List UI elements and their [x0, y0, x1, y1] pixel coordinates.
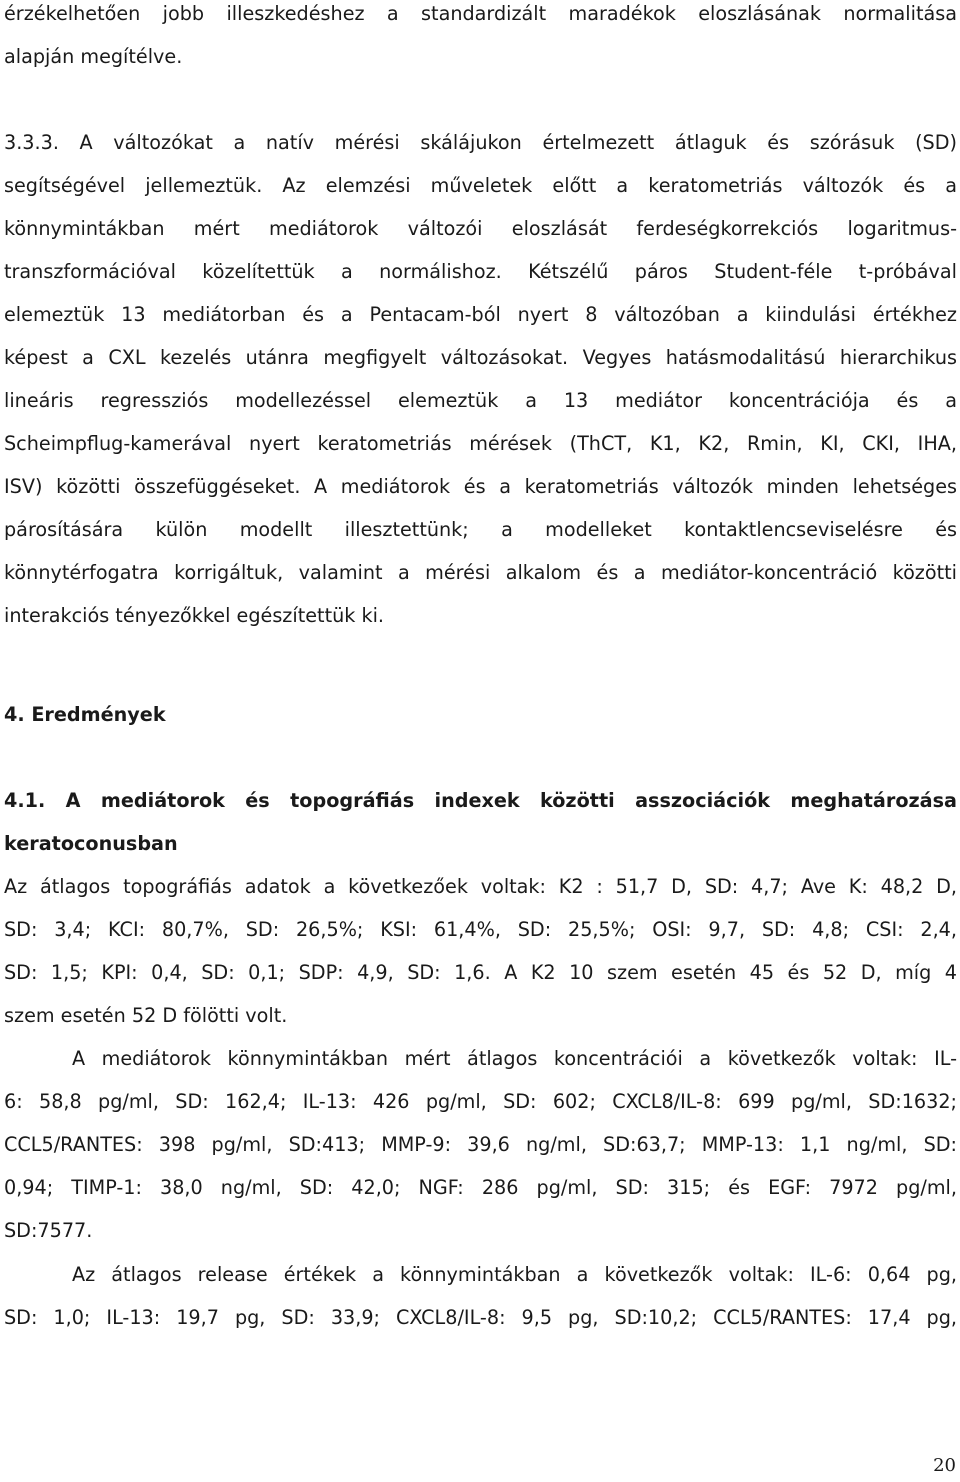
- text-line: SD: 1,0; IL-13: 19,7 pg, SD: 33,9; CXCL8/IL-8: 9,5 pg, SD:10,2; CCL5/RANTES: 17,4 pg,: [4, 1306, 957, 1329]
- text-line: 0,94; TIMP-1: 38,0 ng/ml, SD: 42,0; NGF: 286 pg/ml, SD: 315; és EGF: 7972 pg/ml,: [4, 1176, 957, 1199]
- text-line: SD: 3,4; KCI: 80,7%, SD: 26,5%; KSI: 61,4%, SD: 25,5%; OSI: 9,7, SD: 4,8; CSI: 2,4,: [4, 918, 957, 941]
- text-line: Az átlagos topográfiás adatok a következőek voltak: K2 : 51,7 D, SD: 4,7; Ave K: 48,2 D,: [4, 875, 957, 898]
- page-number: 20: [933, 1455, 956, 1476]
- text-line: érzékelhetően jobb illeszkedéshez a standardizált maradékok eloszlásának normalitása: [4, 2, 957, 25]
- text-line: segítségével jellemeztük. Az elemzési műveletek előtt a keratometriás változók és a: [4, 174, 957, 197]
- text-line: párosítására külön modellt illesztettünk; a modelleket kontaktlencseviselésre és: [4, 518, 957, 541]
- text-line: könnymintákban mért mediátorok változói eloszlását ferdeségkorrekciós logaritmus-: [4, 217, 957, 240]
- subsection-heading: 4.1. A mediátorok és topográfiás indexek közötti asszociációk meghatározása: [4, 789, 957, 812]
- text-line: SD:7577.: [4, 1219, 93, 1242]
- section-heading: 4. Eredmények: [4, 703, 166, 726]
- text-line: 6: 58,8 pg/ml, SD: 162,4; IL-13: 426 pg/ml, SD: 602; CXCL8/IL-8: 699 pg/ml, SD:1632;: [4, 1090, 957, 1113]
- text-line: lineáris regressziós modellezéssel elemeztük a 13 mediátor koncentrációja és a: [4, 389, 957, 412]
- text-line: elemeztük 13 mediátorban és a Pentacam-ból nyert 8 változóban a kiindulási értékhez: [4, 303, 957, 326]
- text-line: Scheimpflug-kamerával nyert keratometriás mérések (ThCT, K1, K2, Rmin, KI, CKI, IHA,: [4, 432, 957, 455]
- text-line: A mediátorok könnymintákban mért átlagos koncentrációi a következők voltak: IL-: [72, 1047, 957, 1070]
- text-line: CCL5/RANTES: 398 pg/ml, SD:413; MMP-9: 39,6 ng/ml, SD:63,7; MMP-13: 1,1 ng/ml, SD:: [4, 1133, 957, 1156]
- text-line: transzformációval közelítettük a normálishoz. Kétszélű páros Student-féle t-próbával: [4, 260, 957, 283]
- text-line: SD: 1,5; KPI: 0,4, SD: 0,1; SDP: 4,9, SD: 1,6. A K2 10 szem esetén 45 és 52 D, míg 4: [4, 961, 957, 984]
- text-line: könnytérfogatra korrigáltuk, valamint a mérési alkalom és a mediátor-koncentráció közötti: [4, 561, 957, 584]
- text-line: képest a CXL kezelés utánra megfigyelt változásokat. Vegyes hatásmodalitású hierarchikus: [4, 346, 957, 369]
- text-line: ISV) közötti összefüggéseket. A mediátorok és a keratometriás változók minden lehetséges: [4, 475, 957, 498]
- text-line: alapján megítélve.: [4, 45, 183, 68]
- section-3-3-3-line: 3.3.3. A változókat a natív mérési skálájukon értelmezett átlaguk és szórásuk (SD): [4, 131, 957, 154]
- text-line: interakciós tényezőkkel egészítettük ki.: [4, 604, 385, 627]
- text-line: szem esetén 52 D fölötti volt.: [4, 1004, 288, 1027]
- text-line: Az átlagos release értékek a könnymintákban a következők voltak: IL-6: 0,64 pg,: [72, 1263, 957, 1286]
- subsection-heading-cont: keratoconusban: [4, 832, 178, 855]
